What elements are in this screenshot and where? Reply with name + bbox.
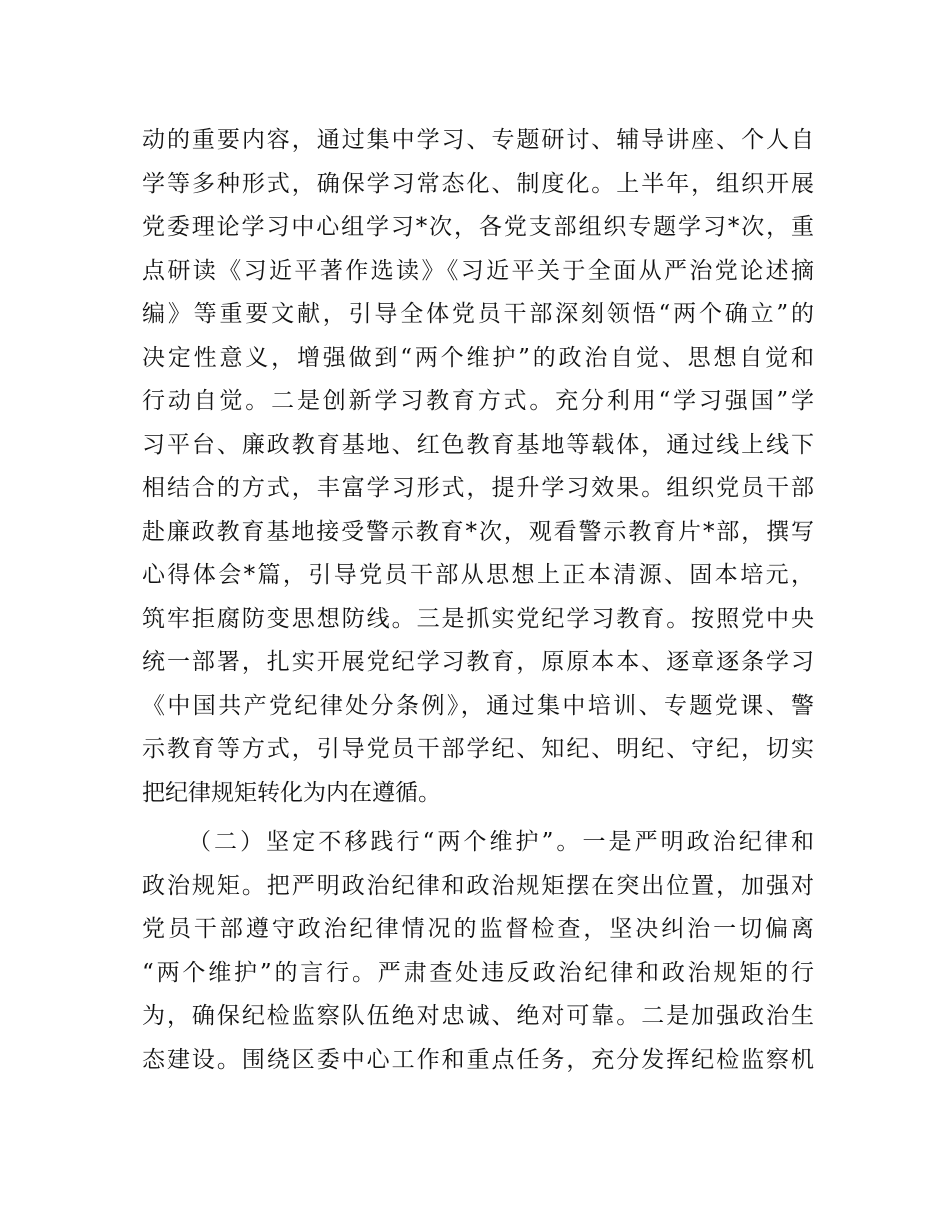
text-line: 心得体会*篇，引导党员干部从思想上正本清源、固本培元，	[142, 562, 814, 588]
text-line: 学等多种形式，确保学习常态化、制度化。上半年，组织开展	[142, 170, 814, 197]
text-line: 编》等重要文献，引导全体党员干部深刻领悟“两个确立”的	[142, 301, 814, 327]
text-line: 筑牢拒腐防变思想防线。三是抓实党纪学习教育。按照党中央	[142, 605, 814, 632]
text-line: 党委理论学习中心组学习*次，各党支部组织专题学习*次，重	[142, 214, 814, 240]
text-line: 赴廉政教育基地接受警示教育*次，观看警示教育片*部，撰写	[142, 518, 814, 545]
text-line: 把纪律规矩转化为内在遵循。	[142, 779, 441, 806]
paragraph-2	[142, 821, 814, 1082]
text-line: 为，确保纪检监察队伍绝对忠诚、绝对可靠。二是加强政治生	[142, 1003, 814, 1029]
text-line: “两个维护”的言行。严肃查处违反政治纪律和政治规矩的行	[142, 959, 814, 986]
text-line: 统一部署，扎实开展党纪学习教育，原原本本、逐章逐条学习	[142, 649, 814, 675]
section-heading-line: （二）坚定不移践行“两个维护”。一是严明政治纪律和	[188, 829, 814, 855]
paragraph-1	[142, 119, 814, 815]
text-line: 示教育等方式，引导党员干部学纪、知纪、明纪、守纪，切实	[142, 736, 814, 762]
text-line: 行动自觉。二是创新学习教育方式。充分利用“学习强国”学	[142, 388, 814, 414]
text-line: 相结合的方式，丰富学习形式，提升学习效果。组织党员干部	[142, 475, 814, 501]
text-line: 《中国共产党纪律处分条例》，通过集中培训、专题党课、警	[142, 692, 814, 719]
text-line: 动的重要内容，通过集中学习、专题研讨、辅导讲座、个人自	[142, 127, 814, 153]
text-line: 态建设。围绕区委中心工作和重点任务，充分发挥纪检监察机	[142, 1046, 814, 1073]
text-line: 决定性意义，增强做到“两个维护”的政治自觉、思想自觉和	[142, 344, 814, 371]
text-line: 习平台、廉政教育基地、红色教育基地等载体，通过线上线下	[142, 431, 814, 458]
text-line: 点研读《习近平著作选读》《习近平关于全面从严治党论述摘	[142, 257, 814, 284]
text-line: 政治规矩。把严明政治纪律和政治规矩摆在突出位置，加强对	[142, 872, 814, 899]
text-line: 党员干部遵守政治纪律情况的监督检查，坚决纠治一切偏离	[142, 916, 814, 942]
